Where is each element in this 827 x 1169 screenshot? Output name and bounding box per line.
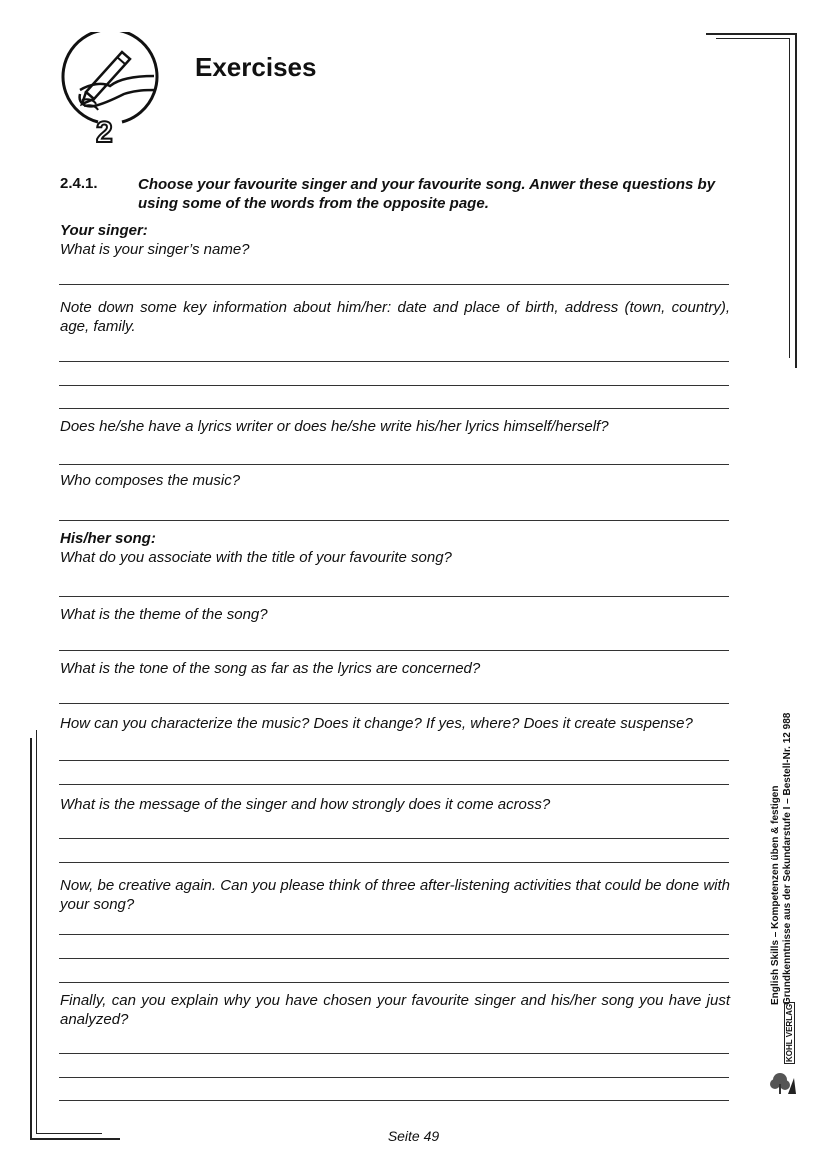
answer-line[interactable] xyxy=(59,408,729,409)
answer-line[interactable] xyxy=(59,284,729,285)
question-message: What is the message of the singer and how strongly does it come across? xyxy=(60,796,551,813)
side-line-2: Grundkenntnisse aus der Sekundarstufe I – Bestell-Nr. 12 988 xyxy=(782,712,793,1005)
song-heading: His/her song: xyxy=(60,530,156,547)
answer-line[interactable] xyxy=(59,760,729,761)
section-instruction: Choose your favourite singer and your favourite song. Anwer these questions by using some of the words from the opposite page. xyxy=(138,176,716,212)
question-music: How can you characterize the music? Does it change? If yes, where? Does it create suspense? xyxy=(60,715,693,732)
frame-top-right-h2 xyxy=(716,38,790,39)
tree-icon xyxy=(766,1018,800,1098)
question-singer-name: What is your singer’s name? xyxy=(60,241,250,258)
question-key-information: Note down some key information about him/her: date and place of birth, address (town, country), age, family. xyxy=(60,299,730,335)
answer-line[interactable] xyxy=(59,520,729,521)
frame-left-v2 xyxy=(36,730,37,1134)
answer-line[interactable] xyxy=(59,385,729,386)
page-title: Exercises xyxy=(195,52,317,82)
answer-line[interactable] xyxy=(59,958,729,959)
question-activities: Now, be creative again. Can you please think of three after-listening activities that could be done with your song? xyxy=(60,877,730,913)
answer-line[interactable] xyxy=(59,862,729,863)
icon-number: 2 xyxy=(96,116,113,149)
question-title-association: What do you associate with the title of your favourite song? xyxy=(60,549,452,566)
publisher-side-text xyxy=(770,713,794,1005)
question-tone: What is the tone of the song as far as the lyrics are concerned? xyxy=(60,660,481,677)
question-theme: What is the theme of the song? xyxy=(60,606,268,623)
singer-heading: Your singer: xyxy=(60,222,148,239)
answer-line[interactable] xyxy=(59,982,729,983)
question-lyrics-writer: Does he/she have a lyrics writer or does he/she write his/her lyrics himself/herself? xyxy=(60,418,609,435)
frame-right-v2 xyxy=(789,38,790,358)
answer-line[interactable] xyxy=(59,596,729,597)
frame-top-right-h xyxy=(706,33,796,35)
answer-line[interactable] xyxy=(59,650,729,651)
publisher-logo xyxy=(766,1003,800,1098)
frame-right-v xyxy=(795,33,797,368)
writing-hand-icon xyxy=(60,32,160,152)
answer-line[interactable] xyxy=(59,361,729,362)
question-explain-choice: Finally, can you explain why you have chosen your favourite singer and his/her song you have just analyzed? xyxy=(60,992,730,1028)
answer-line[interactable] xyxy=(59,1077,729,1078)
answer-line[interactable] xyxy=(59,934,729,935)
answer-line[interactable] xyxy=(59,703,729,704)
answer-line[interactable] xyxy=(59,1100,729,1101)
answer-line[interactable] xyxy=(59,1053,729,1054)
answer-line[interactable] xyxy=(59,464,729,465)
publisher-name: KOHL VERLAG xyxy=(785,1003,794,1062)
question-composer: Who composes the music? xyxy=(60,472,241,489)
section-number: 2.4.1. xyxy=(60,175,98,192)
answer-line[interactable] xyxy=(59,784,729,785)
answer-line[interactable] xyxy=(59,838,729,839)
frame-left-v xyxy=(30,738,32,1140)
page-number: Seite 49 xyxy=(387,1128,440,1144)
side-line-1: English Skills – Kompetenzen üben & festigen xyxy=(770,785,781,1005)
